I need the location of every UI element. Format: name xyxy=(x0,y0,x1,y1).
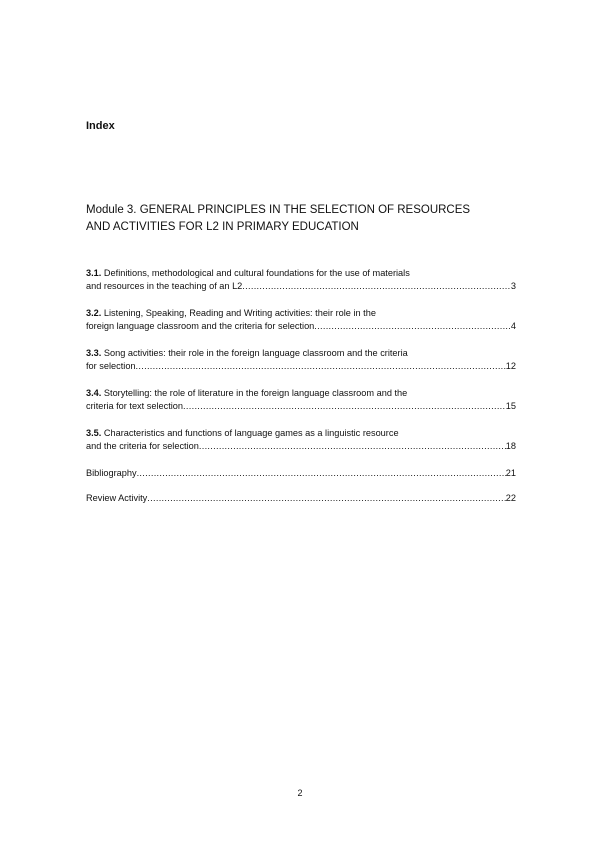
toc-page-number: 18 xyxy=(505,441,516,451)
toc-number: 3.4. xyxy=(86,388,102,398)
toc-leader-dots xyxy=(137,467,506,480)
toc-title-line1: Definitions, methodological and cultural foundations for the use of materials xyxy=(103,268,410,278)
toc-number: 3.2. xyxy=(86,308,102,318)
toc-title-line1: Song activities: their role in the foreign language classroom and the criteria xyxy=(103,348,408,358)
toc-entry-3-5[interactable] xyxy=(86,427,516,453)
toc-leader-dots xyxy=(147,492,505,505)
toc-page-number: 4 xyxy=(510,321,516,331)
toc-number: 3.1. xyxy=(86,268,102,278)
toc-number: 3.5. xyxy=(86,428,102,438)
toc-leader-dots xyxy=(314,320,511,333)
toc-title-line1: Listening, Speaking, Reading and Writing activities: their role in the xyxy=(103,308,376,318)
toc-title-line2: criteria for text selection xyxy=(86,401,184,411)
toc-leader-dots xyxy=(136,360,506,373)
module-title-line1: Module 3. GENERAL PRINCIPLES IN THE SELECTION OF RESOURCES xyxy=(86,204,471,216)
toc-title: Bibliography xyxy=(86,468,137,478)
toc-entry-bibliography[interactable] xyxy=(86,467,516,480)
module-title-line2: AND ACTIVITIES FOR L2 IN PRIMARY EDUCATION xyxy=(86,221,359,233)
index-heading: Index xyxy=(86,120,115,132)
toc-page-number: 15 xyxy=(505,401,516,411)
toc-title-line1: Characteristics and functions of language games as a linguistic resource xyxy=(103,428,399,438)
toc-page-number: 22 xyxy=(505,493,516,503)
toc-entry-review-activity[interactable] xyxy=(86,492,516,505)
toc-entry-3-2[interactable] xyxy=(86,307,516,333)
toc-entry-3-3[interactable] xyxy=(86,347,516,373)
toc-entry-3-1[interactable] xyxy=(86,267,516,293)
toc-title-line2: for selection xyxy=(86,361,136,371)
toc-number: 3.3. xyxy=(86,348,102,358)
toc-leader-dots xyxy=(199,440,506,453)
toc-title-line1: Storytelling: the role of literature in the foreign language classroom and the xyxy=(103,388,408,398)
toc-title-line2: and the criteria for selection xyxy=(86,441,199,451)
toc-title-line2: foreign language classroom and the criteria for selection xyxy=(86,321,315,331)
toc-page-number: 21 xyxy=(505,468,516,478)
toc-title-line2: and resources in the teaching of an L2 xyxy=(86,281,243,291)
toc-page-number: 12 xyxy=(505,361,516,371)
toc-page-number: 3 xyxy=(510,281,516,291)
toc-leader-dots xyxy=(183,400,506,413)
toc-leader-dots xyxy=(242,280,511,293)
module-title xyxy=(86,202,516,236)
table-of-contents xyxy=(86,267,516,517)
toc-entry-3-4[interactable] xyxy=(86,387,516,413)
page-number: 2 xyxy=(297,788,303,798)
toc-title: Review Activity xyxy=(86,493,148,503)
